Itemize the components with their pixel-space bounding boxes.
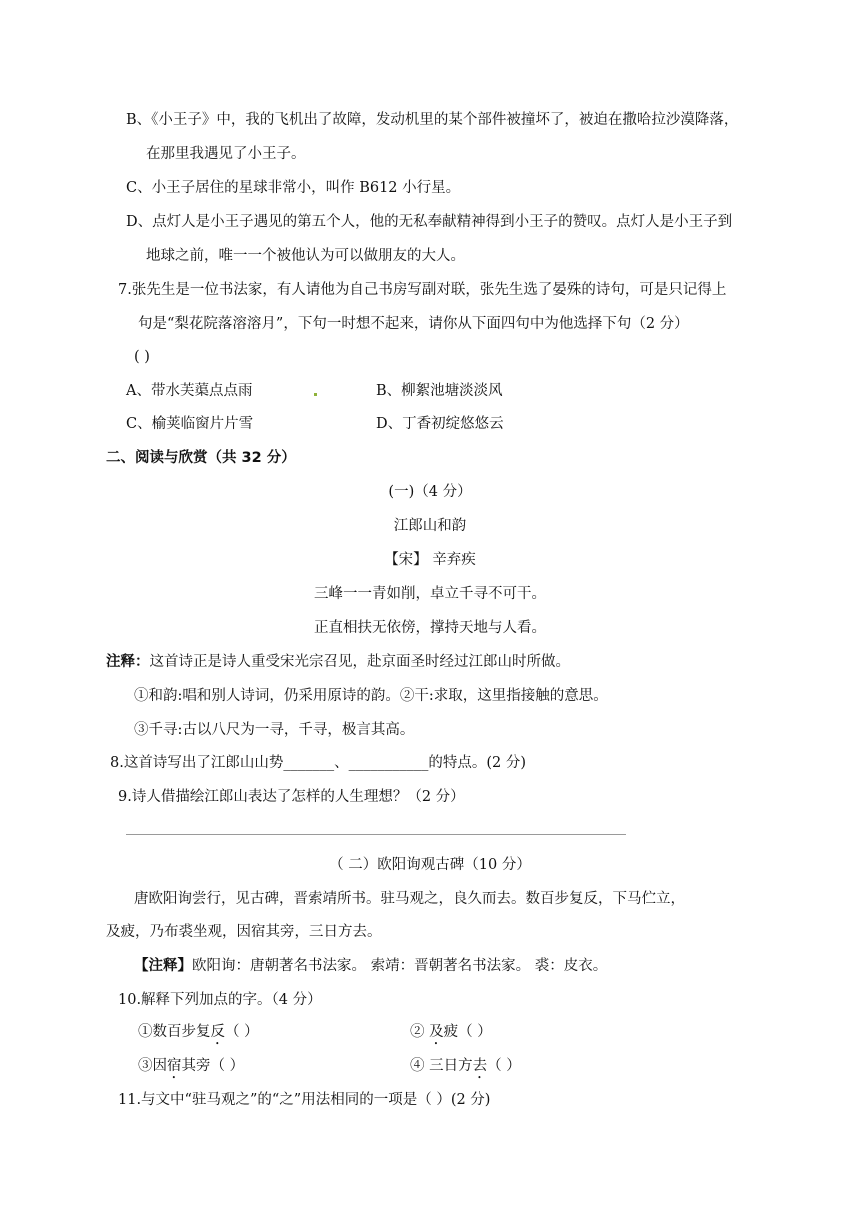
q10-item-d-dotted: 去 (472, 1058, 488, 1074)
poem-line-2: 正直相扶无依傍，撑持天地与人看。 (314, 620, 546, 636)
poem-note-3: ③千寻:古以八尺为一寻，千寻，极言其高。 (134, 722, 415, 738)
q10-item-d-pre: ④ 三日方 (410, 1058, 473, 1074)
poem-author: 【宋】 辛弃疾 (384, 552, 476, 568)
poem-note-2: ①和韵:唱和别人诗词，仍采用原诗的韵。②干:求取，这里指接触的意思。 (134, 688, 608, 704)
q10-item-c-dotted: 宿 (167, 1058, 182, 1074)
q10-item-a (138, 1022, 259, 1048)
poem-title: 江郎山和韵 (393, 518, 467, 534)
answer-line (126, 834, 626, 835)
passage-line-1: 唐欧阳询尝行，见古碑，晋索靖所书。驻马观之，良久而去。数百步复反，下马伫立， (134, 891, 685, 907)
q10-item-c (138, 1056, 244, 1082)
q10-item-b (410, 1022, 492, 1048)
q6-option-d-line2: 地球之前，唯一一个被他认为可以做朋友的大人。 (146, 248, 465, 264)
q7-option-a: A、带水芙蕖点点雨 (126, 383, 253, 399)
q10-item-c-blank: 其旁（ ） (181, 1058, 245, 1074)
q7-option-b: B、柳絮池塘淡淡风 (376, 383, 503, 399)
q6-option-c: C、小王子居住的星球非常小，叫作 B612 小行星。 (126, 180, 461, 196)
poem-note (106, 652, 570, 672)
stray-mark (314, 393, 317, 396)
passage-note (134, 956, 607, 976)
section-heading: 二、阅读与欣赏（共 32 分） (106, 450, 296, 466)
q7-option-c: C、榆荚临窗片片雪 (126, 416, 254, 432)
passage-line-2: 及疲，乃布裘坐观，因宿其旁，三日方去。 (106, 924, 382, 940)
poem-note-text: 这首诗正是诗人重受宋光宗召见，赴京面圣时经过江郎山时所做。 (149, 654, 570, 670)
poem-note-label: 注释： (106, 654, 150, 670)
q7-stem-line2: 句是“梨花院落溶溶月”，下句一时想不起来，请你从下面四句中为他选择下句（2 分） (138, 316, 689, 332)
q10-item-d (410, 1056, 521, 1082)
poem-part-label: (一)（4 分） (388, 484, 472, 500)
q10-item-c-pre: ③因 (138, 1058, 167, 1074)
q10-item-d-blank: （ ） (487, 1058, 521, 1074)
q9: 9.诗人借描绘江郎山表达了怎样的人生理想？（2 分） (118, 789, 465, 805)
poem-line-1: 三峰一一青如削，卓立千寻不可干。 (314, 586, 546, 602)
q10-item-a-dotted: 反 (210, 1024, 225, 1040)
q10-stem: 10.解释下列加点的字。（4 分） (118, 992, 322, 1008)
q7-option-d: D、丁香初绽悠悠云 (376, 416, 504, 432)
q6-option-d-line1: D、点灯人是小王子遇见的第五个人，他的无私奉献精神得到小王子的赞叹。点灯人是小王子到 (126, 214, 733, 230)
q7-stem-line1: 7.张先生是一位书法家，有人请他为自己书房写副对联，张先生选了晏殊的诗句，可是只记得上 (118, 282, 727, 298)
q6-option-b-line2: 在那里我遇见了小王子。 (146, 146, 306, 162)
q7-answer-blank: ( ) (134, 349, 150, 365)
passage-note-text: 欧阳询：唐朝著名书法家。 索靖：晋朝著名书法家。 裘：皮衣。 (192, 958, 608, 974)
q10-item-b-blank: 疲（ ） (443, 1024, 492, 1040)
passage-part-label: （ 二）欧阳询观古碑（10 分） (329, 857, 531, 873)
q6-option-b-line1: B、《小王子》中，我的飞机出了故障，发动机里的某个部件被撞坏了，被迫在撒哈拉沙漠降落， (126, 112, 739, 128)
q10-item-a-blank: （ ） (225, 1024, 259, 1040)
q10-item-b-pre: ② (410, 1024, 430, 1040)
q11: 11.与文中“驻马观之”的“之”用法相同的一项是（ ）(2 分) (118, 1092, 491, 1108)
q10-item-a-pre: ①数百步复 (138, 1024, 211, 1040)
q8: 8.这首诗写出了江郎山山势_______、___________的特点。(2 分) (110, 755, 526, 771)
passage-note-label: 【注释】 (134, 958, 192, 974)
q10-item-b-dotted: 及 (429, 1024, 444, 1040)
